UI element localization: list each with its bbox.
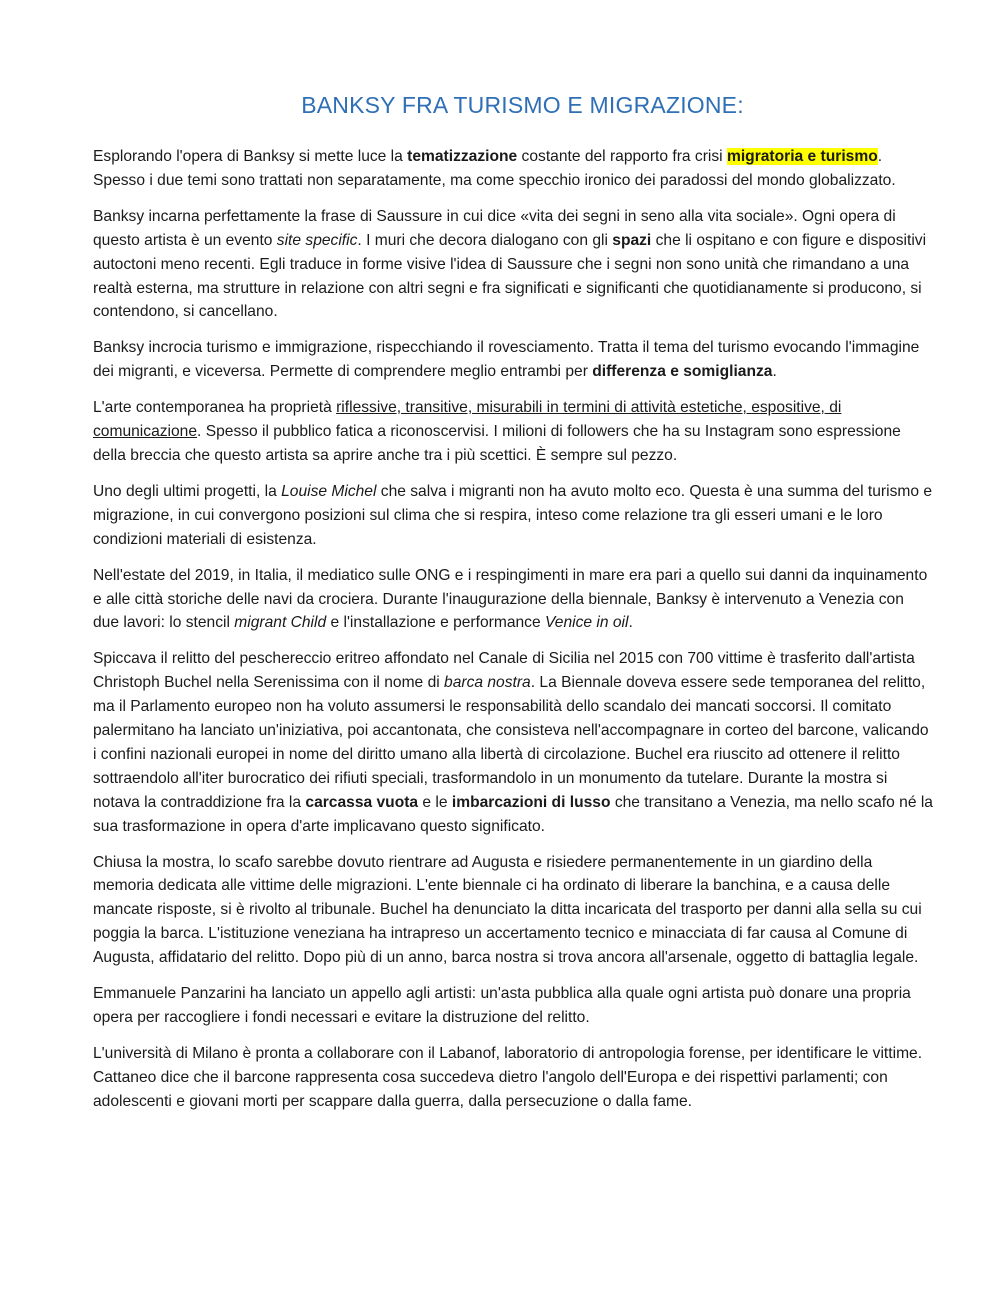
- text-run: .: [628, 614, 633, 632]
- highlighted-text: migratoria e turismo: [726, 148, 878, 165]
- italic-text: barca nostra: [444, 674, 531, 692]
- bold-text: spazi: [612, 231, 652, 249]
- paragraph-1: [93, 145, 934, 193]
- bold-text: tematizzazione: [407, 148, 518, 165]
- paragraph-2: [93, 205, 934, 325]
- text-run: Nell'estate del 2019, in Italia, il mediatico sulle ONG e i respingimenti in mare era pari a quello sui danni da inquinamento e alle città storiche delle navi da crociera. Durante l'inaugurazione della biennale, Banksy è intervenuto a Venezia con due lavori: lo stencil: [93, 566, 928, 632]
- underlined-text: riflessive, transitive, misurabili in termini di attività estetiche, espositive, di comunicazione: [93, 399, 842, 441]
- paragraph-5: [93, 480, 934, 552]
- italic-text: site specific: [276, 231, 358, 249]
- document-title: BANKSY FRA TURISMO E MIGRAZIONE:: [301, 92, 744, 118]
- text-run: L'arte contemporanea ha proprietà: [93, 399, 337, 417]
- text-run: che li ospitano e con figure e dispositivi autoctoni meno recenti. Egli traduce in forme visive l'idea di Saussure che i segni non sono unità che rimandano a una realtà esterna, ma strutture in relazione con altri segni e fra significati e significanti che quotidianamente si producono, si contendono, si cancellano.: [93, 231, 927, 321]
- paragraph-7: [93, 647, 934, 838]
- paragraph-10: L'università di Milano è pronta a collaborare con il Labanof, laboratorio di antropologia forense, per identificare le vittime. Cattaneo dice che il barcone rappresenta cosa succedeva dietro l'angolo dell'Europa e dei rispettivi parlamenti; con adolescenti e giovani morti per scappare dalla guerra, dalla persecuzione o dalla fame.: [93, 1044, 923, 1110]
- text-run: Uno degli ultimi progetti, la: [93, 482, 282, 500]
- paragraph-6: [93, 564, 934, 636]
- italic-text: migrant Child: [234, 614, 327, 632]
- text-run: che transitano a Venezia, ma nello scafo né la sua trasformazione in opera d'arte implicavano questo significato.: [93, 793, 933, 835]
- text-run: . Spesso i due temi sono trattati non separatamente, ma come specchio ironico dei paradossi del mondo globalizzato.: [93, 148, 896, 189]
- text-run: Banksy incarna perfettamente la frase di Saussure in cui dice «vita dei segni in seno alla vita sociale». Ogni opera di questo artista è un evento: [93, 207, 896, 249]
- paragraph-4: [93, 396, 934, 468]
- text-run: .: [772, 363, 777, 381]
- bold-text: imbarcazioni di lusso: [451, 793, 611, 811]
- bold-text: differenza e somiglianza: [592, 363, 773, 381]
- text-run: costante del rapporto fra crisi: [517, 148, 727, 165]
- paragraph-9: Emmanuele Panzarini ha lanciato un appello agli artisti: un'asta pubblica alla quale ogni artista può donare una propria opera per raccogliere i fondi necessari e evitare la distruzione del relitto.: [93, 985, 911, 1026]
- text-run: . I muri che decora dialogano con gli: [357, 231, 613, 249]
- text-run: e le: [418, 793, 452, 811]
- text-run: . Spesso il pubblico fatica a riconoscervisi. I milioni di followers che ha su Instagram sono espressione della breccia che questo artista sa aprire anche tra i più scettici. È sempre sul pezzo.: [93, 423, 901, 464]
- text-run: Esplorando l'opera di Banksy si mette luce la: [93, 148, 408, 165]
- bold-text: carcassa vuota: [305, 793, 419, 811]
- text-run: e l'installazione e performance: [326, 614, 545, 632]
- text-run: Banksy incrocia turismo e immigrazione, rispecchiando il rovesciamento. Tratta il tema del turismo evocando l'immagine dei migranti, e viceversa. Permette di comprendere meglio entrambi per: [93, 339, 920, 381]
- text-run: Spiccava il relitto del peschereccio eritreo affondato nel Canale di Sicilia nel 2015 con 700 vittime è trasferito dall'artista Christoph Buchel nella Serenissima con il nome di: [93, 650, 915, 692]
- text-run: . La Biennale doveva essere sede temporanea del relitto, ma il Parlamento europeo non ha voluto assumersi le responsabilità dello scandalo dei mancati soccorsi. Il comitato palermitano ha lanciato un'iniziativa, poi accantonata, che consisteva nell'accompagnare in corteo del barcone, valicando i confini nazionali europei in nome del diritto umano alla libertà di circolazione. Buchel era riuscito ad ottenere il relitto sottraendolo all'iter burocratico dei rifiuti speciali, trasformandolo in un monumento da tutelare. Durante la mostra si notava la contraddizione fra la: [93, 674, 929, 811]
- text-run: che salva i migranti non ha avuto molto eco. Questa è una summa del turismo e migrazione, in cui convergono posizioni sul clima che si respira, inteso come relazione tra gli esseri umani e le loro condizioni materiali di esistenza.: [93, 482, 933, 548]
- italic-text: Louise Michel: [281, 482, 377, 500]
- italic-text: Venice in oil: [544, 614, 629, 632]
- paragraph-8: Chiusa la mostra, lo scafo sarebbe dovuto rientrare ad Augusta e risiedere permanentemente in un giardino della memoria dedicata alle vittime delle migrazioni. L'ente biennale ci ha ordinato di liberare la banchina, e a causa delle mancate risposte, si è rivolto al tribunale. Buchel ha denunciato la ditta incaricata del trasporto per danni alla sella su cui poggia la barca. L'istituzione veneziana ha intrapreso un accertamento tecnico e minacciata di far causa al Comune di Augusta, affidatario del relitto. Dopo più di un anno, barca nostra si trova ancora all'arsenale, oggetto di battaglia legale.: [93, 853, 922, 967]
- paragraph-3: [93, 336, 934, 384]
